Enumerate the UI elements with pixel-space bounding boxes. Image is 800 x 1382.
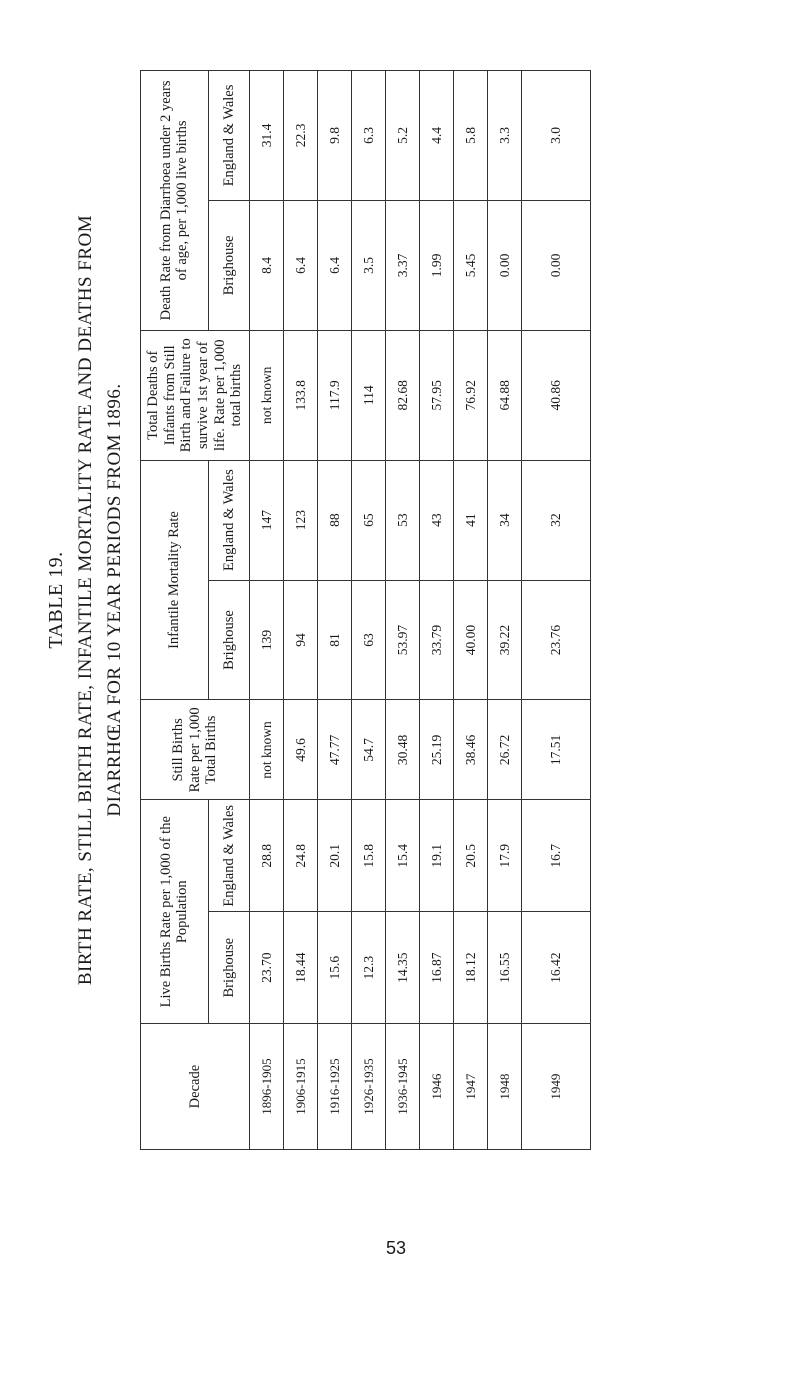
cell-lb-brighouse: 18.12 bbox=[454, 912, 488, 1024]
table-row bbox=[488, 71, 522, 1150]
cell-total-deaths: 82.68 bbox=[386, 330, 420, 460]
cell-total-deaths: 117.9 bbox=[318, 330, 352, 460]
cell-inf-england-wales: 41 bbox=[454, 460, 488, 580]
cell-lb-england-wales: 19.1 bbox=[420, 800, 454, 912]
cell-lb-brighouse: 16.55 bbox=[488, 912, 522, 1024]
subheader-dia-brighouse: Brighouse bbox=[208, 200, 249, 330]
header-still-births: Still Births Rate per 1,000 Total Births bbox=[141, 700, 250, 800]
statistics-table bbox=[140, 70, 591, 1150]
cell-dia-england-wales: 9.8 bbox=[318, 71, 352, 201]
cell-dia-brighouse: 6.4 bbox=[284, 200, 318, 330]
cell-still-births: not known bbox=[250, 700, 284, 800]
cell-still-births: 26.72 bbox=[488, 700, 522, 800]
cell-inf-england-wales: 34 bbox=[488, 460, 522, 580]
cell-dia-brighouse: 6.4 bbox=[318, 200, 352, 330]
cell-dia-england-wales: 5.2 bbox=[386, 71, 420, 201]
cell-still-births: 54.7 bbox=[352, 700, 386, 800]
page-number: 53 bbox=[386, 1238, 407, 1258]
cell-decade: 1936-1945 bbox=[386, 1024, 420, 1150]
table-row bbox=[420, 71, 454, 1150]
cell-lb-england-wales: 15.4 bbox=[386, 800, 420, 912]
cell-lb-brighouse: 16.87 bbox=[420, 912, 454, 1024]
table-title-line2: DIARRHŒA FOR 10 YEAR PERIODS FROM 1896. bbox=[104, 383, 125, 817]
cell-inf-england-wales: 43 bbox=[420, 460, 454, 580]
header-total-deaths: Total Deaths of Infants from Still Birth and Failure to survive 1st year of life. Rate per 1,000 total births bbox=[141, 330, 250, 460]
cell-total-deaths: not known bbox=[250, 330, 284, 460]
cell-still-births: 25.19 bbox=[420, 700, 454, 800]
cell-dia-brighouse: 1.99 bbox=[420, 200, 454, 330]
cell-still-births: 17.51 bbox=[522, 700, 591, 800]
header-infantile: Infantile Mortality Rate bbox=[141, 460, 209, 700]
header-live-births: Live Births Rate per 1,000 of the Population bbox=[141, 800, 209, 1024]
cell-dia-england-wales: 3.0 bbox=[522, 71, 591, 201]
cell-total-deaths: 114 bbox=[352, 330, 386, 460]
cell-lb-england-wales: 28.8 bbox=[250, 800, 284, 912]
cell-decade: 1947 bbox=[454, 1024, 488, 1150]
cell-inf-brighouse: 139 bbox=[250, 580, 284, 700]
cell-lb-england-wales: 20.5 bbox=[454, 800, 488, 912]
cell-dia-brighouse: 0.00 bbox=[488, 200, 522, 330]
cell-lb-england-wales: 17.9 bbox=[488, 800, 522, 912]
cell-inf-brighouse: 33.79 bbox=[420, 580, 454, 700]
cell-dia-brighouse: 3.5 bbox=[352, 200, 386, 330]
cell-lb-brighouse: 14.35 bbox=[386, 912, 420, 1024]
table-row bbox=[352, 71, 386, 1150]
cell-decade: 1906-1915 bbox=[284, 1024, 318, 1150]
cell-total-deaths: 40.86 bbox=[522, 330, 591, 460]
cell-inf-brighouse: 63 bbox=[352, 580, 386, 700]
subheader-lb-england-wales: England & Wales bbox=[208, 800, 249, 912]
table-row bbox=[318, 71, 352, 1150]
table-row bbox=[454, 71, 488, 1150]
cell-lb-brighouse: 15.6 bbox=[318, 912, 352, 1024]
cell-inf-england-wales: 123 bbox=[284, 460, 318, 580]
table-title-line1: BIRTH RATE, STILL BIRTH RATE, INFANTILE MORTALITY RATE AND DEATHS FROM bbox=[75, 214, 96, 986]
cell-inf-brighouse: 53.97 bbox=[386, 580, 420, 700]
cell-lb-england-wales: 20.1 bbox=[318, 800, 352, 912]
cell-total-deaths: 57.95 bbox=[420, 330, 454, 460]
cell-dia-england-wales: 31.4 bbox=[250, 71, 284, 201]
cell-inf-brighouse: 40.00 bbox=[454, 580, 488, 700]
cell-decade: 1916-1925 bbox=[318, 1024, 352, 1150]
cell-inf-england-wales: 32 bbox=[522, 460, 591, 580]
subheader-inf-england-wales: England & Wales bbox=[208, 460, 249, 580]
cell-lb-brighouse: 16.42 bbox=[522, 912, 591, 1024]
cell-inf-brighouse: 23.76 bbox=[522, 580, 591, 700]
cell-lb-brighouse: 12.3 bbox=[352, 912, 386, 1024]
cell-inf-england-wales: 65 bbox=[352, 460, 386, 580]
cell-decade: 1949 bbox=[522, 1024, 591, 1150]
cell-decade: 1948 bbox=[488, 1024, 522, 1150]
cell-dia-england-wales: 3.3 bbox=[488, 71, 522, 201]
cell-inf-brighouse: 39.22 bbox=[488, 580, 522, 700]
cell-inf-brighouse: 81 bbox=[318, 580, 352, 700]
cell-dia-england-wales: 4.4 bbox=[420, 71, 454, 201]
header-decade: Decade bbox=[141, 1024, 250, 1150]
cell-dia-england-wales: 6.3 bbox=[352, 71, 386, 201]
cell-decade: 1926-1935 bbox=[352, 1024, 386, 1150]
cell-dia-brighouse: 0.00 bbox=[522, 200, 591, 330]
rotated-page bbox=[0, 5, 780, 1195]
cell-dia-england-wales: 5.8 bbox=[454, 71, 488, 201]
cell-lb-england-wales: 15.8 bbox=[352, 800, 386, 912]
cell-still-births: 38.46 bbox=[454, 700, 488, 800]
table-row bbox=[250, 71, 284, 1150]
cell-lb-brighouse: 23.70 bbox=[250, 912, 284, 1024]
subheader-inf-brighouse: Brighouse bbox=[208, 580, 249, 700]
cell-dia-brighouse: 3.37 bbox=[386, 200, 420, 330]
cell-decade: 1896-1905 bbox=[250, 1024, 284, 1150]
cell-total-deaths: 133.8 bbox=[284, 330, 318, 460]
table-row bbox=[284, 71, 318, 1150]
cell-still-births: 30.48 bbox=[386, 700, 420, 800]
table-row bbox=[522, 71, 591, 1150]
cell-inf-brighouse: 94 bbox=[284, 580, 318, 700]
cell-inf-england-wales: 147 bbox=[250, 460, 284, 580]
subheader-dia-england-wales: England & Wales bbox=[208, 71, 249, 201]
cell-inf-england-wales: 88 bbox=[318, 460, 352, 580]
header-diarrhoea: Death Rate from Diarrhoea under 2 years of age, per 1,000 live births bbox=[141, 71, 209, 331]
subheader-lb-brighouse: Brighouse bbox=[208, 912, 249, 1024]
cell-total-deaths: 76.92 bbox=[454, 330, 488, 460]
cell-dia-brighouse: 8.4 bbox=[250, 200, 284, 330]
cell-decade: 1946 bbox=[420, 1024, 454, 1150]
cell-still-births: 47.77 bbox=[318, 700, 352, 800]
cell-dia-england-wales: 22.3 bbox=[284, 71, 318, 201]
table-number: TABLE 19. bbox=[45, 551, 67, 649]
cell-lb-england-wales: 24.8 bbox=[284, 800, 318, 912]
cell-lb-england-wales: 16.7 bbox=[522, 800, 591, 912]
cell-total-deaths: 64.88 bbox=[488, 330, 522, 460]
cell-inf-england-wales: 53 bbox=[386, 460, 420, 580]
table-row bbox=[386, 71, 420, 1150]
cell-still-births: 49.6 bbox=[284, 700, 318, 800]
cell-lb-brighouse: 18.44 bbox=[284, 912, 318, 1024]
cell-dia-brighouse: 5.45 bbox=[454, 200, 488, 330]
